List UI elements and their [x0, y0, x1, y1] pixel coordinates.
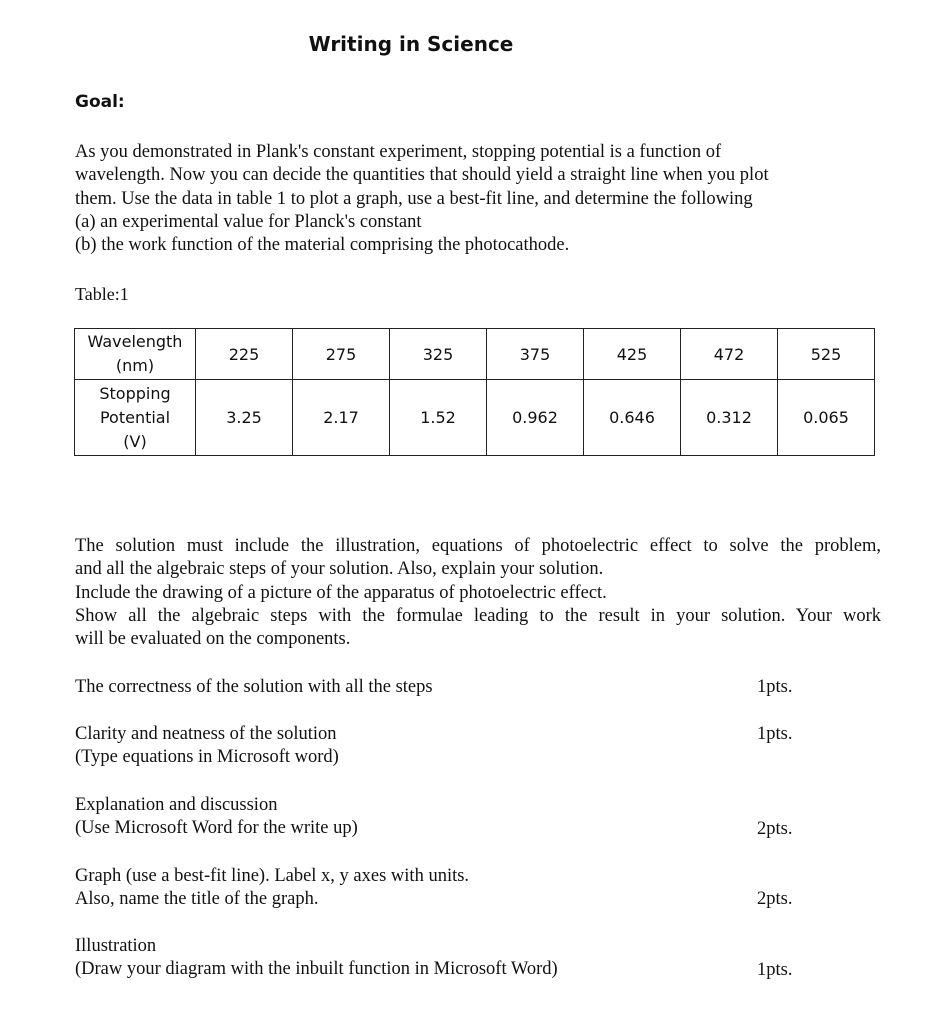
criterion-illustration	[75, 935, 855, 982]
row-header-wavelength	[75, 329, 196, 380]
goal-line: (b) the work function of the material comprising the photocathode.	[75, 235, 570, 256]
criterion-text: Explanation and discussion	[75, 795, 278, 815]
page-title: Writing in Science	[308, 32, 514, 56]
instructions-paragraph	[75, 535, 881, 651]
header-line: (V)	[123, 431, 147, 451]
table-cell: 0.312	[681, 380, 778, 456]
instructions-line: and all the algebraic steps of your solution. Also, explain your solution.	[75, 559, 604, 580]
header-line: (nm)	[115, 356, 155, 375]
criterion-correctness	[75, 676, 855, 699]
table-cell: 2.17	[293, 380, 390, 456]
table-cell: 3.25	[196, 380, 293, 456]
table-cell: 472	[681, 329, 778, 380]
table-caption: Table:1	[75, 284, 129, 304]
table-cell: 0.962	[487, 380, 584, 456]
goal-line: As you demonstrated in Plank's constant experiment, stopping potential is a function of	[75, 142, 722, 162]
table-row-potential	[75, 380, 875, 456]
criterion-clarity	[75, 723, 855, 770]
table-cell: 425	[584, 329, 681, 380]
instructions-line: will be evaluated on the components.	[75, 629, 351, 650]
criterion-points: 1pts.	[757, 724, 793, 744]
instructions-line: Show all the algebraic steps with the formulae leading to the result in your solution. Your work	[75, 605, 881, 626]
criterion-text: The correctness of the solution with all the steps	[75, 677, 433, 697]
row-header-potential	[75, 380, 196, 456]
criterion-points: 2pts.	[757, 819, 793, 839]
table-cell: 0.065	[778, 380, 875, 456]
goal-line: wavelength. Now you can decide the quantities that should yield a straight line when you plot	[75, 165, 769, 186]
instructions-line: Include the drawing of a picture of the apparatus of photoelectric effect.	[75, 582, 607, 603]
table-cell: 275	[293, 329, 390, 380]
criterion-points: 1pts.	[757, 677, 793, 697]
criterion-text: Graph (use a best-fit line). Label x, y axes with units.	[75, 866, 470, 886]
criterion-graph	[75, 865, 855, 912]
table-cell: 325	[390, 329, 487, 380]
criterion-text: (Type equations in Microsoft word)	[75, 747, 339, 768]
criterion-points: 1pts.	[757, 960, 793, 980]
goal-paragraph	[75, 141, 881, 257]
data-table	[74, 328, 875, 456]
table-row-wavelength	[75, 329, 875, 380]
criterion-text: (Use Microsoft Word for the write up)	[75, 818, 358, 839]
header-line: Potential	[99, 407, 171, 427]
criterion-text: (Draw your diagram with the inbuilt function in Microsoft Word)	[75, 959, 558, 980]
table-cell: 225	[196, 329, 293, 380]
table-cell: 0.646	[584, 380, 681, 456]
header-line: Stopping	[99, 383, 171, 403]
criterion-text: Illustration	[75, 936, 157, 956]
table-cell: 375	[487, 329, 584, 380]
criterion-text: Clarity and neatness of the solution	[75, 724, 337, 744]
criterion-text: Also, name the title of the graph.	[75, 889, 319, 910]
goal-line: them. Use the data in table 1 to plot a graph, use a best-fit line, and determine the following	[75, 188, 753, 209]
table-cell: 525	[778, 329, 875, 380]
instructions-line: The solution must include the illustration, equations of photoelectric effect to solve the problem,	[75, 536, 881, 556]
criterion-explanation	[75, 794, 855, 841]
header-line: Wavelength	[87, 332, 183, 351]
table-cell: 1.52	[390, 380, 487, 456]
goal-line: (a) an experimental value for Planck's constant	[75, 211, 422, 232]
criterion-points: 2pts.	[757, 889, 793, 909]
goal-heading: Goal:	[75, 92, 125, 112]
